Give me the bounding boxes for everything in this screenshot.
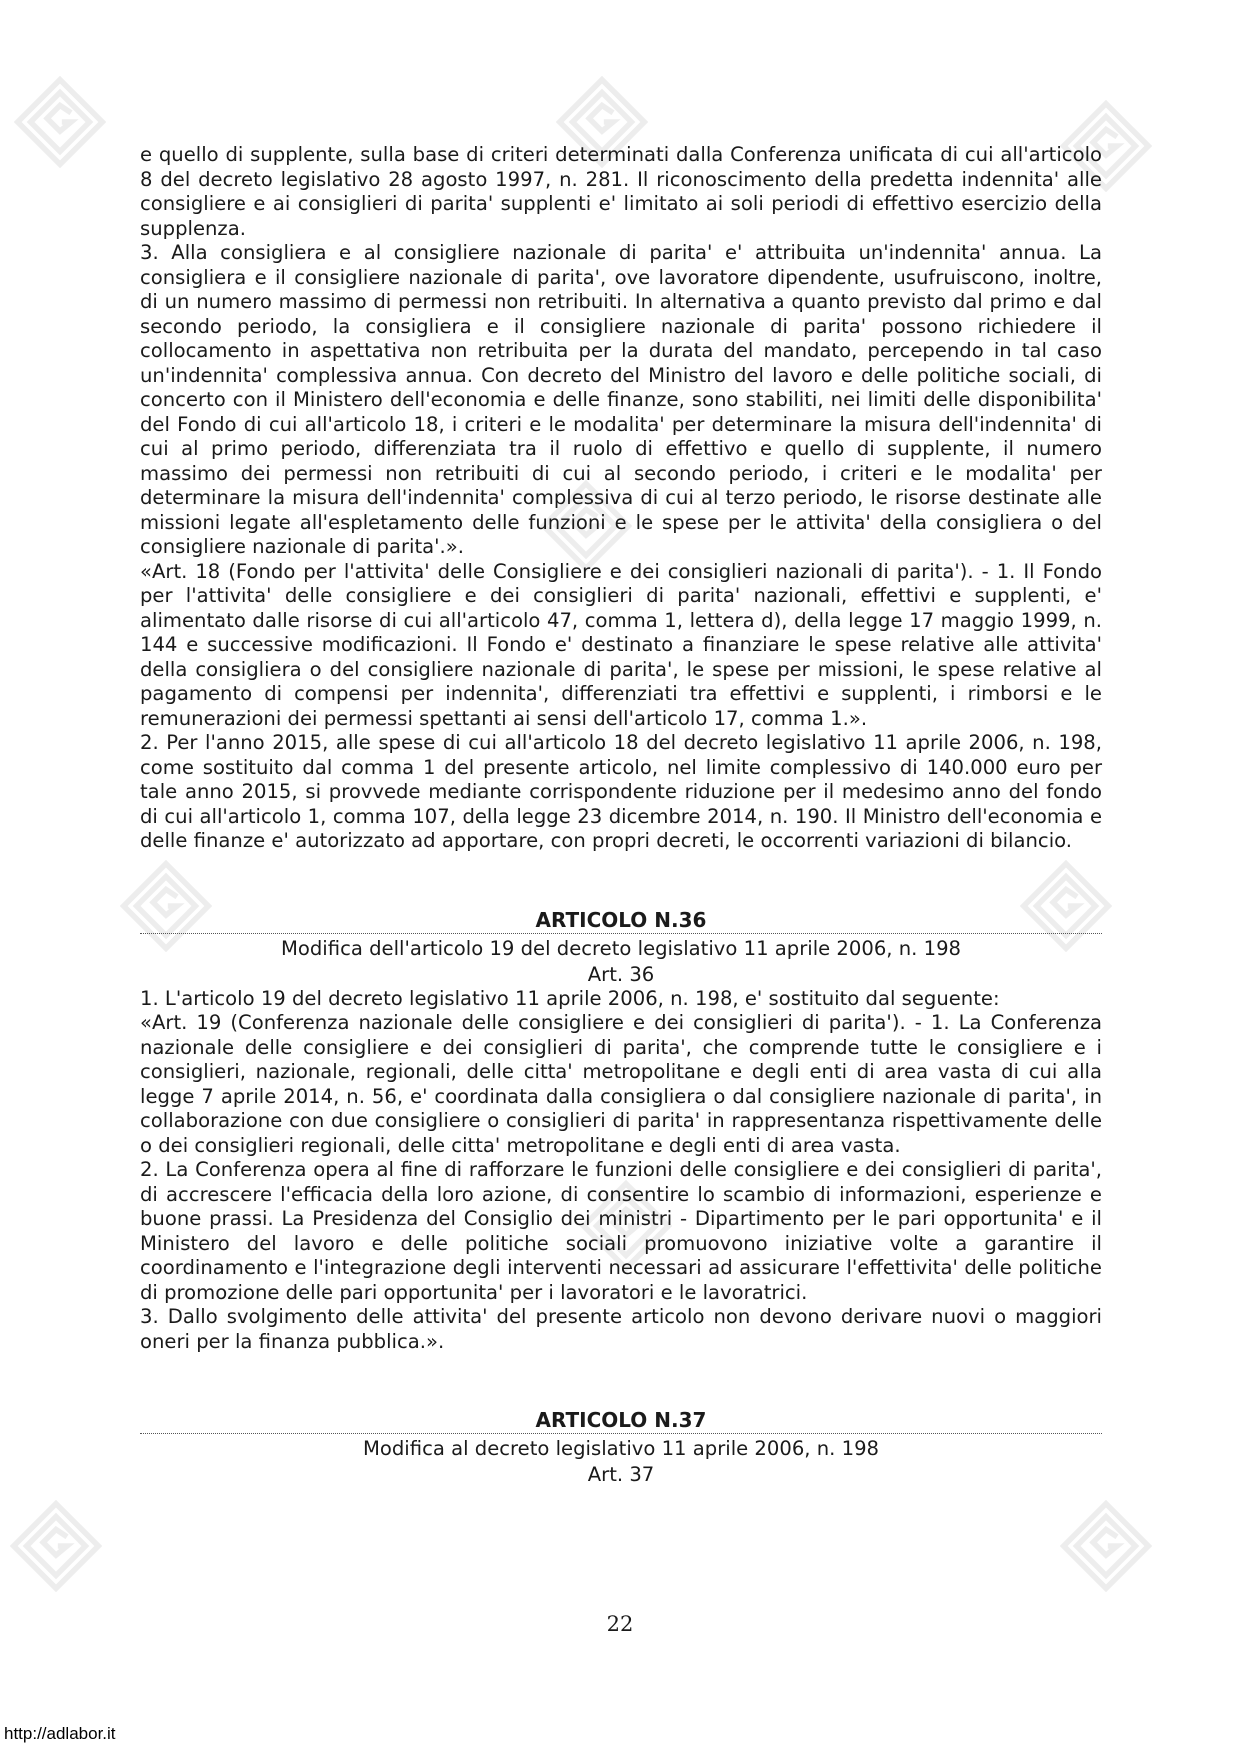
body-paragraph: «Art. 18 (Fondo per l'attivita' delle Consigliere e dei consiglieri nazionali di parita'). - 1. Il Fondo per l'attivita' delle consigliere e dei consiglieri di parita' nazionali, effettivi e supplenti, e' alimentato dalle risorse di cui all'articolo 47, comma 1, lettera d), della legge 17 maggio 1999, n. 144 e successive modificazioni. Il Fondo e' destinato a finanziare le spese relative alle attivita' della consigliera o del consigliere nazionale di parita', le spese per missioni, le spese relative al pagamento di compensi per indennita', differenziati tra effettivi e supplenti, i rimborsi e le remunerazioni dei permessi spettanti ai sensi dell'articolo 17, comma 1.». bbox=[140, 559, 1102, 730]
article-heading: ARTICOLO N.37 bbox=[535, 1408, 707, 1432]
watermark-logo-icon bbox=[14, 76, 106, 168]
watermark-logo-icon bbox=[10, 1500, 102, 1592]
article-label: Art. 37 bbox=[587, 1463, 655, 1486]
article-36-section bbox=[140, 908, 1102, 1355]
article-37-section bbox=[140, 1408, 1102, 1487]
body-paragraph: 3. Alla consigliera e al consigliere nazionale di parita' e' attribuita un'indennita' annua. La consigliera e il consigliere nazionale di parita', ove lavoratore dipendente, usufruiscono, inoltre, di un numero massimo di permessi non retribuiti. In alternativa a quanto previsto dal primo e dal secondo periodo, la consigliera e il consigliere nazionale di parita' possono richiedere il collocamento in aspettativa non retribuita per la durata del mandato, percependo in tal caso un'indennita' complessiva annua. Con decreto del Ministro del lavoro e delle politiche sociali, di concerto con il Ministero dell'economia e delle finanze, sono stabiliti, nei limiti delle disponibilita' del Fondo di cui all'articolo 18, i criteri e le modalita' per determinare la misura dell'indennita' di cui al primo periodo, differenziata tra il ruolo di effettivo e quello di supplente, il numero massimo dei permessi non retribuiti di cui al secondo periodo, i criteri e le modalita' per determinare la misura dell'indennita' complessiva di cui al terzo periodo, le risorse destinate alle missioni legate all'espletamento delle funzioni e le spese per le attivita' della consigliera o del consigliere nazionale di parita'.». bbox=[140, 241, 1102, 558]
article-paragraph: 2. La Conferenza opera al fine di rafforzare le funzioni delle consigliere e dei consiglieri di parita', di accrescere l'efficacia della loro azione, di consentire lo scambio di informazioni, esperienze e buone prassi. La Presidenza del Consiglio dei ministri - Dipartimento per le pari opportunita' e il Ministero del lavoro e delle politiche sociali promuovono iniziative volte a garantire il coordinamento e l'integrazione degli interventi necessari ad assicurare l'effettivita' delle politiche di promozione delle pari opportunita' per i lavoratori e le lavoratrici. bbox=[140, 1158, 1102, 1304]
article-subtitle: Modifica dell'articolo 19 del decreto legislativo 11 aprile 2006, n. 198 bbox=[280, 936, 962, 960]
dotted-divider bbox=[140, 933, 1102, 934]
footer-url-link[interactable]: http://adlabor.it bbox=[4, 1724, 116, 1743]
article-heading: ARTICOLO N.36 bbox=[535, 907, 707, 932]
dotted-divider bbox=[140, 1433, 1102, 1434]
body-paragraph: e quello di supplente, sulla base di criteri determinati dalla Conferenza unificata di cui all'articolo 8 del decreto legislativo 28 agosto 1997, n. 281. Il riconoscimento della predetta indennita' alle consigliere e ai consiglieri di parita' supplenti e' limitato ai soli periodi di effettivo esercizio della supplenza. bbox=[140, 143, 1102, 240]
article-paragraph: 1. L'articolo 19 del decreto legislativo 11 aprile 2006, n. 198, e' sostituito dal seguente: bbox=[140, 986, 1000, 1010]
article-paragraph: «Art. 19 (Conferenza nazionale delle consigliere e dei consiglieri di parita'). - 1. La Conferenza nazionale delle consigliere e dei consiglieri di parita', che comprende tutte le consigliere e i consiglieri, nazionale, regionali, delle citta' metropolitane e degli enti di area vasta di cui alla legge 7 aprile 2014, n. 56, e' coordinata dalla consigliera o dal consigliere nazionale di parita', in collaborazione con due consigliere o consiglieri di parita' in rappresentanza rispettivamente delle o dei consiglieri regionali, delle citta' metropolitane e degli enti di area vasta. bbox=[140, 1011, 1102, 1157]
article-subtitle: Modifica al decreto legislativo 11 aprile 2006, n. 198 bbox=[362, 1437, 880, 1460]
article-label: Art. 36 bbox=[587, 962, 655, 986]
body-paragraph: 2. Per l'anno 2015, alle spese di cui all'articolo 18 del decreto legislativo 11 aprile 2006, n. 198, come sostituito dal comma 1 del presente articolo, nel limite complessivo di 140.000 euro per tale anno 2015, si provvede mediante corrispondente riduzione per il medesimo anno del fondo di cui all'articolo 1, comma 107, della legge 23 dicembre 2014, n. 190. Il Ministro dell'economia e delle finanze e' autorizzato ad apportare, con propri decreti, le occorrenti variazioni di bilancio. bbox=[140, 731, 1102, 852]
article-paragraph: 3. Dallo svolgimento delle attivita' del presente articolo non devono derivare nuovi o maggiori oneri per la finanza pubblica.». bbox=[140, 1305, 1102, 1353]
watermark-logo-icon bbox=[1060, 1500, 1152, 1592]
document-page bbox=[140, 143, 1102, 1487]
page-number: 22 bbox=[606, 1612, 634, 1636]
